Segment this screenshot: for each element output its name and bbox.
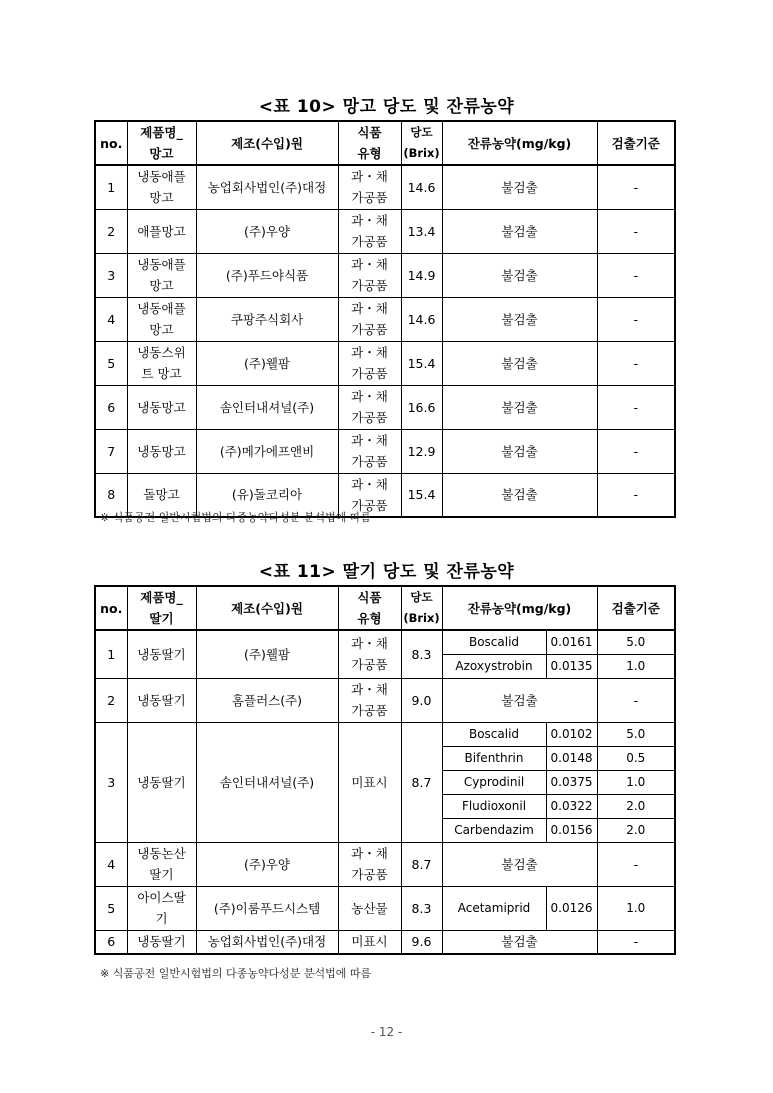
table11-note: ※ 식품공전 일반시험법의 다종농약다성분 분석법에 따름 (100, 967, 372, 980)
brix-value: 16.6 (401, 385, 442, 429)
product-name (127, 842, 196, 886)
header-maker: 제조(수입)원 (196, 121, 338, 165)
row-no: 1 (95, 630, 127, 678)
cell-line: 가공품 (351, 190, 388, 206)
table-row (95, 385, 675, 429)
detection-limit: 1.0 (597, 770, 675, 794)
food-type (338, 842, 401, 886)
table-row (95, 165, 675, 209)
row-no: 2 (95, 209, 127, 253)
pesticide-result: 불검출 (442, 253, 597, 297)
cell-line: 과・채 (351, 389, 388, 404)
food-type (338, 209, 401, 253)
maker: 쿠팡주식회사 (196, 297, 338, 341)
maker: (주)메가에프앤비 (196, 429, 338, 473)
pesticide-result: 불검출 (442, 429, 597, 473)
cell-line: 가공품 (351, 454, 388, 469)
detection-standard: - (597, 429, 675, 473)
detection-limit: 2.0 (597, 818, 675, 842)
pesticide-result: 불검출 (442, 385, 597, 429)
maker: (주)웰팜 (196, 341, 338, 385)
cell-line: 애플망고 (137, 223, 186, 239)
pesticide-value: 0.0148 (546, 746, 597, 770)
row-no: 2 (95, 678, 127, 722)
maker: (유)돌코리아 (196, 473, 338, 517)
cell-line: 기 (155, 911, 168, 926)
table-row (95, 209, 675, 253)
maker: 농업회사법인(주)대정 (196, 930, 338, 954)
pesticide-result: 불검출 (442, 297, 597, 341)
maker: (주)우양 (196, 842, 338, 886)
table-row (95, 678, 675, 722)
pesticide-name: Acetamiprid (442, 886, 546, 930)
maker: 농업회사법인(주)대정 (196, 165, 338, 209)
brix-value: 14.6 (401, 297, 442, 341)
detection-standard: - (597, 165, 675, 209)
pesticide-result: 불검출 (442, 678, 597, 722)
pesticide-value: 0.0322 (546, 794, 597, 818)
cell-line: 가공품 (351, 410, 388, 425)
cell-line: 과・채 (351, 476, 388, 492)
maker: (주)이룸푸드시스템 (196, 886, 338, 930)
pesticide-result: 불검출 (442, 473, 597, 517)
mango-table (94, 120, 676, 518)
cell-line: 가공품 (351, 234, 388, 249)
pesticide-value: 0.0375 (546, 770, 597, 794)
product-name (127, 253, 196, 297)
cell-line: 과・채 (351, 682, 388, 697)
detection-standard: - (597, 341, 675, 385)
table-row (95, 253, 675, 297)
cell-line: 냉동딸기 (137, 692, 186, 708)
header-type: 식품 유형 (338, 586, 401, 630)
cell-line: 과・채 (351, 846, 388, 861)
table-row (95, 630, 675, 654)
cell-line: 냉동딸기 (137, 774, 186, 790)
pesticide-name: Azoxystrobin (442, 654, 546, 678)
pesticide-result: 불검출 (442, 930, 597, 954)
table-header-row (95, 121, 675, 165)
food-type (338, 429, 401, 473)
detection-standard: - (597, 473, 675, 517)
header-standard: 검출기준 (597, 121, 675, 165)
detection-limit: 1.0 (597, 654, 675, 678)
brix-value: 13.4 (401, 209, 442, 253)
header-type: 식품 유형 (338, 121, 401, 165)
brix-value: 8.3 (401, 630, 442, 678)
header-pesticide: 잔류농약(mg/kg) (442, 121, 597, 165)
pesticide-name: Boscalid (442, 722, 546, 746)
row-no: 1 (95, 165, 127, 209)
pesticide-result: 불검출 (442, 209, 597, 253)
cell-line: 망고 (149, 278, 174, 293)
detection-standard: - (597, 253, 675, 297)
cell-line: 과・채 (351, 301, 388, 316)
food-type (338, 385, 401, 429)
cell-line: 냉동딸기 (137, 934, 186, 950)
product-name (127, 886, 196, 930)
page-number: - 12 - (370, 1025, 403, 1039)
table-row (95, 930, 675, 954)
pesticide-name: Bifenthrin (442, 746, 546, 770)
row-no: 4 (95, 297, 127, 341)
cell-line: 가공품 (351, 366, 388, 381)
header-standard: 검출기준 (597, 586, 675, 630)
cell-line: 과・채 (351, 169, 388, 185)
cell-line: 농산물 (351, 900, 388, 916)
detection-standard: - (597, 930, 675, 954)
product-name (127, 678, 196, 722)
cell-line: 가공품 (351, 322, 388, 337)
brix-value: 8.7 (401, 722, 442, 842)
table-row (95, 429, 675, 473)
pesticide-value: 0.0135 (546, 654, 597, 678)
cell-line: 아이스딸 (137, 890, 186, 905)
table-row (95, 722, 675, 746)
cell-line: 가공품 (351, 497, 388, 513)
product-name (127, 165, 196, 209)
detection-standard: - (597, 678, 675, 722)
product-name (127, 341, 196, 385)
header-sugar: 당도 (Brix) (401, 586, 442, 630)
food-type (338, 630, 401, 678)
brix-value: 15.4 (401, 341, 442, 385)
food-type (338, 722, 401, 842)
brix-value: 9.6 (401, 930, 442, 954)
cell-line: 가공품 (351, 867, 388, 882)
food-type (338, 253, 401, 297)
food-type (338, 886, 401, 930)
pesticide-value: 0.0126 (546, 886, 597, 930)
cell-line: 냉동논산 (137, 846, 186, 861)
cell-line: 미표시 (351, 934, 388, 950)
brix-value: 14.6 (401, 165, 442, 209)
strawberry-table (94, 585, 676, 955)
header-product: 제품명_ 딸기 (127, 586, 196, 630)
row-no: 3 (95, 722, 127, 842)
brix-value: 12.9 (401, 429, 442, 473)
cell-line: 냉동망고 (137, 399, 186, 415)
table10-note: ※ 식품공전 일반시험법의 다종농약다성분 분석법에 따름 (100, 511, 372, 524)
cell-line: 트 망고 (141, 366, 182, 381)
food-type (338, 297, 401, 341)
table-header-row (95, 586, 675, 630)
header-pesticide: 잔류농약(mg/kg) (442, 586, 597, 630)
header-sugar: 당도 (Brix) (401, 121, 442, 165)
product-name (127, 385, 196, 429)
pesticide-name: Boscalid (442, 630, 546, 654)
row-no: 3 (95, 253, 127, 297)
table11-title: <표 11> 딸기 당도 및 잔류농약 (258, 562, 515, 582)
table-row (95, 341, 675, 385)
maker: (주)푸드야식품 (196, 253, 338, 297)
maker: 홈플러스(주) (196, 678, 338, 722)
cell-line: 냉동딸기 (137, 646, 186, 662)
cell-line: 망고 (149, 322, 174, 337)
pesticide-value: 0.0156 (546, 818, 597, 842)
cell-line: 과・채 (351, 213, 388, 228)
brix-value: 8.7 (401, 842, 442, 886)
product-name (127, 722, 196, 842)
header-no: no. (95, 586, 127, 630)
product-name (127, 209, 196, 253)
maker: 솜인터내셔널(주) (196, 722, 338, 842)
cell-line: 냉동스위 (137, 345, 186, 360)
detection-standard: - (597, 297, 675, 341)
pesticide-value: 0.0102 (546, 722, 597, 746)
detection-standard: - (597, 842, 675, 886)
cell-line: 돌망고 (143, 487, 180, 502)
brix-value: 8.3 (401, 886, 442, 930)
maker: (주)웰팜 (196, 630, 338, 678)
header-product: 제품명_ 망고 (127, 121, 196, 165)
row-no: 6 (95, 385, 127, 429)
pesticide-value: 0.0161 (546, 630, 597, 654)
cell-line: 망고 (149, 190, 174, 206)
pesticide-name: Cyprodinil (442, 770, 546, 794)
detection-limit: 2.0 (597, 794, 675, 818)
row-no: 5 (95, 341, 127, 385)
table-row (95, 297, 675, 341)
cell-line: 과・채 (351, 345, 388, 360)
row-no: 5 (95, 886, 127, 930)
brix-value: 14.9 (401, 253, 442, 297)
product-name (127, 930, 196, 954)
product-name (127, 429, 196, 473)
header-no: no. (95, 121, 127, 165)
header-maker: 제조(수입)원 (196, 586, 338, 630)
cell-line: 가공품 (351, 278, 388, 293)
cell-line: 냉동망고 (137, 443, 186, 459)
cell-line: 미표시 (351, 774, 388, 790)
product-name (127, 297, 196, 341)
detection-standard: - (597, 209, 675, 253)
food-type (338, 678, 401, 722)
detection-limit: 1.0 (597, 886, 675, 930)
pesticide-result: 불검출 (442, 165, 597, 209)
cell-line: 냉동애플 (137, 169, 186, 185)
pesticide-name: Fludioxonil (442, 794, 546, 818)
table-row (95, 842, 675, 886)
cell-line: 가공품 (351, 703, 388, 718)
row-no: 8 (95, 473, 127, 517)
brix-value: 9.0 (401, 678, 442, 722)
pesticide-result: 불검출 (442, 842, 597, 886)
food-type (338, 341, 401, 385)
table10-title: <표 10> 망고 당도 및 잔류농약 (258, 97, 515, 117)
cell-line: 냉동애플 (137, 301, 186, 316)
cell-line: 과・채 (351, 433, 388, 448)
row-no: 7 (95, 429, 127, 473)
maker: (주)우양 (196, 209, 338, 253)
product-name (127, 630, 196, 678)
row-no: 6 (95, 930, 127, 954)
detection-limit: 5.0 (597, 630, 675, 654)
row-no: 4 (95, 842, 127, 886)
maker: 솜인터내셔널(주) (196, 385, 338, 429)
pesticide-result: 불검출 (442, 341, 597, 385)
cell-line: 딸기 (149, 867, 174, 882)
table-row (95, 886, 675, 930)
cell-line: 과・채 (351, 257, 388, 272)
detection-standard: - (597, 385, 675, 429)
cell-line: 과・채 (351, 636, 388, 652)
food-type (338, 165, 401, 209)
detection-limit: 5.0 (597, 722, 675, 746)
detection-limit: 0.5 (597, 746, 675, 770)
food-type (338, 930, 401, 954)
pesticide-name: Carbendazim (442, 818, 546, 842)
brix-value: 15.4 (401, 473, 442, 517)
cell-line: 가공품 (351, 657, 388, 673)
cell-line: 냉동애플 (137, 257, 186, 272)
